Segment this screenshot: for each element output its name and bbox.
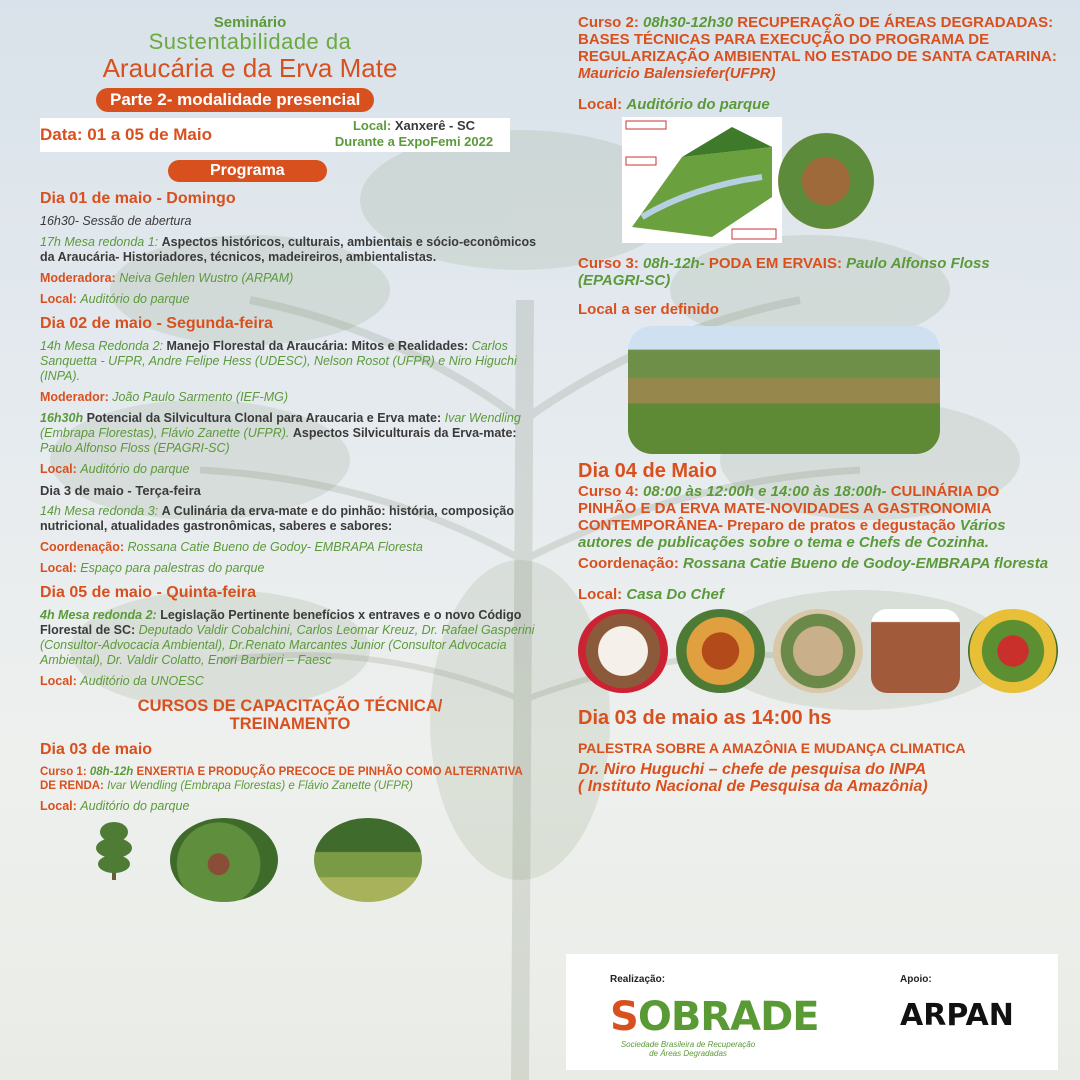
cake-photo <box>578 609 668 693</box>
header-araucaria: Araucária e da Erva Mate <box>102 53 398 83</box>
left-column <box>40 14 540 902</box>
parte-badge: Parte 2- modalidade presencial <box>96 88 374 112</box>
coordination-item: Coordenação: Rossana Catie Bueno de Godoy- EMBRAPA Floresta <box>40 540 423 554</box>
course3-title: Curso 3: 08h-12h- PODA EM ERVAIS: Paulo Alfonso Floss (EPAGRI-SC) <box>578 255 990 289</box>
session-item: 14h Mesa redonda 3: A Culinária da erva-mate e do pinhão: história, composição nutricional, atualidades gastronômicas, saberes e sabores: <box>40 504 515 533</box>
session-item: 16h30- Sessão de abertura <box>40 214 192 228</box>
location-item: Local: Auditório do parque <box>40 292 190 306</box>
soil-sample-photo <box>778 133 874 229</box>
app-diagram-row <box>578 117 1058 247</box>
app-area-diagram <box>622 117 782 243</box>
arpan-logo: ARPAN <box>900 998 1014 1033</box>
lecture-title: PALESTRA SOBRE A AMAZÔNIA E MUDANÇA CLIMATICA <box>578 740 966 756</box>
sobrade-subtitle: Sociedade Brasileira de Recuperação de Áreas Degradadas <box>620 1040 756 1058</box>
moderator-item: Moderador: João Paulo Sarmento (IEF-MG) <box>40 390 288 404</box>
session-item: 14h Mesa Redonda 2: Manejo Florestal da Araucária: Mitos e Realidades: Carlos Sanquetta - UFPR, Andre Felipe Hess (UDESC), Nelson Rosot (UFPR) e Niro Higuchi (INPA). <box>40 339 517 383</box>
course-item: Curso 1: 08h-12h ENXERTIA E PRODUÇÃO PRECOCE DE PINHÃO COMO ALTERNATIVA DE RENDA: Ivar Wendling (Embrapa Florestas) e Flávio Zanette (UFPR) <box>40 766 523 792</box>
header-sustentabilidade: Sustentabilidade da <box>148 29 352 54</box>
pinhao-dish-photo <box>676 609 766 693</box>
right-column <box>578 14 1058 795</box>
location-item: Local: Espaço para palestras do parque <box>40 561 265 575</box>
location-item: Local: Casa Do Chef <box>578 586 724 603</box>
realizacao-label: Realização: <box>610 974 666 985</box>
day-heading: Dia 3 de maio - Terça-feira <box>40 483 201 498</box>
location-item: Local: Auditório da UNOESC <box>40 674 204 688</box>
salad-photo <box>968 609 1058 693</box>
day-heading: Dia 05 de maio - Quinta-feira <box>40 584 257 601</box>
sponsors-footer <box>566 954 1058 1070</box>
moderator-item: Moderadora: Neiva Gehlen Wustro (ARPAM) <box>40 271 294 285</box>
day-heading: Dia 04 de Maio <box>578 460 717 482</box>
event-location: Local: Xanxerê - SC Durante a ExpoFemi 2022 <box>334 118 494 149</box>
location-item: Local a ser definido <box>578 301 719 318</box>
pinhao-grafting-photo <box>170 818 278 902</box>
culinary-photos <box>578 609 1058 693</box>
day-heading: Dia 02 de maio - Segunda-feira <box>40 315 273 332</box>
lecture-institution: ( Instituto Nacional de Pesquisa da Amazônia) <box>578 778 928 795</box>
location-item: Local: Auditório do parque <box>578 96 770 113</box>
apoio-label: Apoio: <box>900 974 932 985</box>
header-seminario: Seminário <box>213 14 287 31</box>
date-location-box <box>40 118 510 152</box>
course2-title: Curso 2: 08h30-12h30 RECUPERAÇÃO DE ÁREAS DEGRADADAS: BASES TÉCNICAS PARA EXECUÇÃO DO PROGRAMA DE REGULARIZAÇÃO AMBIENTAL NO ESTADO DE SANTA CATARINA: <box>578 14 1057 65</box>
coordination-item: Coordenação: Rossana Catie Bueno de Godoy-EMBRAPA floresta <box>578 555 1049 572</box>
bread-photo <box>773 609 863 693</box>
day-heading: Dia 03 de maio <box>40 741 153 758</box>
erva-package-photo <box>871 609 961 693</box>
session-item: 4h Mesa redonda 2: Legislação Pertinente benefícios x entraves e o novo Código Florestal de SC: Deputado Valdir Cobalchini, Carlos Leomar Kreuz, Dr. Rafael Gasperini (Consultor-Advocacia Ambiental), Dr.Renato Marcantes Junior (Consultor Advocacia Ambiental), Dr. Valdir Colatto, Enori Barbieri – Faesc <box>40 608 535 667</box>
day-heading: Dia 01 de maio - Domingo <box>40 190 236 207</box>
programa-badge: Programa <box>168 160 327 182</box>
course4-title: Curso 4: 08:00 às 12:00h e 14:00 às 18:00h- CULINÁRIA DO PINHÃO E DA ERVA MATE-NOVIDADES A GASTRONOMIA CONTEMPORÂNEA- Preparo de pratos e degustação Vários autores de publicações sobre o tema e Chefs de Cozinha. <box>578 483 1006 551</box>
location-item: Local: Auditório do parque <box>40 462 190 476</box>
cursos-section-title: CURSOS DE CAPACITAÇÃO TÉCNICA/ TREINAMENTO <box>137 697 443 733</box>
erva-mate-plantation-photo <box>314 818 422 902</box>
session-item: 16h30h Potencial da Silvicultura Clonal para Araucaria e Erva mate: Ivar Wendling (Embrapa Florestas), Flávio Zanette (UFPR). Aspectos Silviculturais da Erva-mate: Paulo Alfonso Floss (EPAGRI-SC) <box>40 411 521 455</box>
location-item: Local: Auditório do parque <box>40 799 190 813</box>
session-item: 17h Mesa redonda 1: Aspectos históricos, culturais, ambientais e sócio-econômicos da Araucária- Historiadores, técnicos, madeireiros, ambientalistas. <box>40 235 537 264</box>
lecture-speaker: Dr. Niro Huguchi – chefe de pesquisa do INPA <box>578 761 927 778</box>
course1-photos <box>94 818 540 902</box>
day-heading: Dia 03 de maio as 14:00 hs <box>578 707 832 729</box>
event-date: Data: 01 a 05 de Maio <box>40 125 212 144</box>
course2-speaker: Mauricio Balensiefer(UFPR) <box>578 65 776 82</box>
sobrade-logo: SOBRADE <box>610 994 819 1040</box>
erval-field-photo <box>628 326 940 454</box>
araucaria-seedling-photo <box>94 818 134 880</box>
